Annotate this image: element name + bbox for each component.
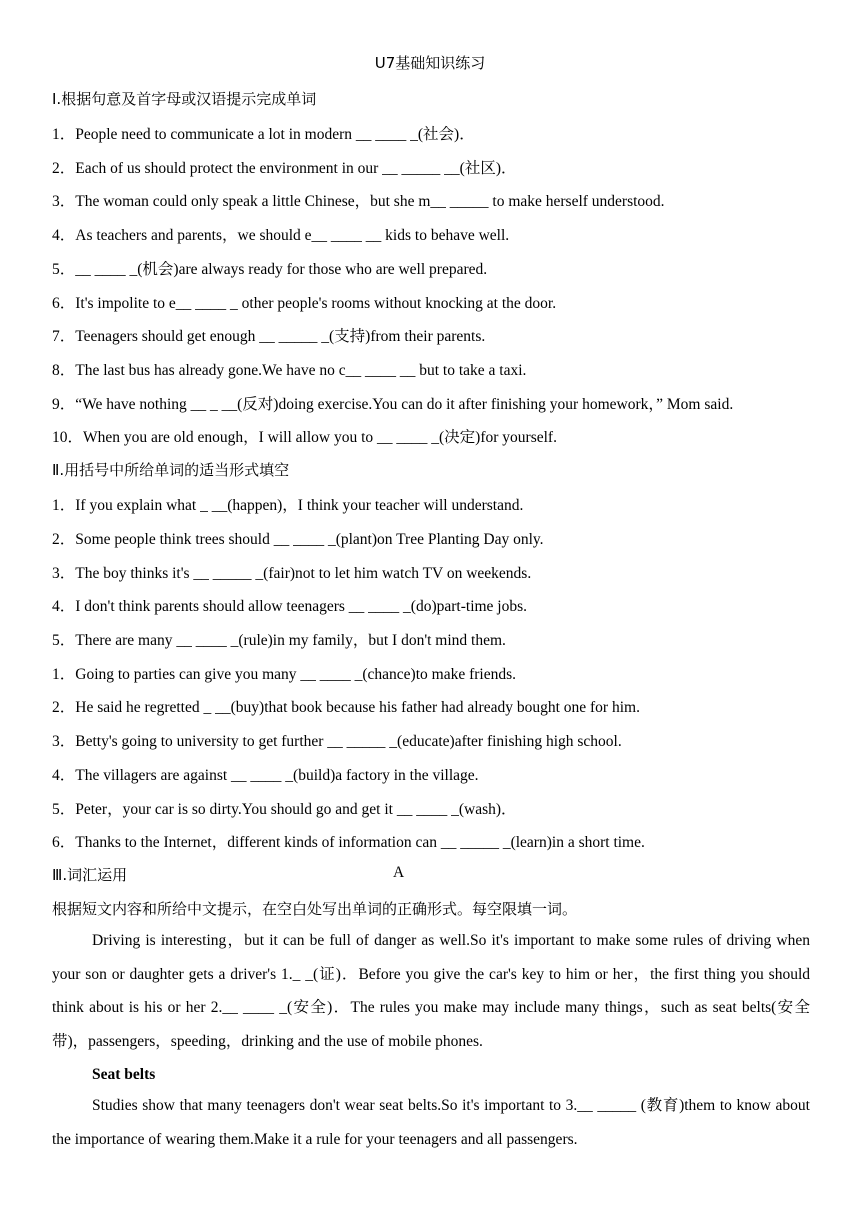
- section-2-heading: Ⅱ.用括号中所给单词的适当形式填空: [52, 461, 290, 479]
- section-2-item: 2．Some people think trees should __ ____ _(plant)on Tree Planting Day only.: [52, 531, 544, 548]
- section-3-heading: Ⅲ.词汇运用: [52, 866, 128, 884]
- section-2-item: 6．Thanks to the Internet，different kinds of information can __ _____ _(learn)in a short time.: [52, 834, 645, 851]
- section-1-item: 2．Each of us should protect the environment in our __ _____ __(社区)．: [52, 160, 517, 177]
- section-3-part-label: A: [393, 864, 405, 881]
- section-2-item: 1．If you explain what _ __(happen)，I think your teacher will understand.: [52, 497, 524, 514]
- section-1-item: 8．The last bus has already gone.We have no c__ ____ __ but to take a taxi.: [52, 362, 527, 379]
- section-1-item: 6．It's impolite to e__ ____ _ other people's rooms without knocking at the door.: [52, 295, 557, 312]
- section-1-item: 3．The woman could only speak a little Chinese，but she m__ _____ to make herself understood.: [52, 193, 665, 210]
- section-2-item: 4．I don't think parents should allow teenagers __ ____ _(do)part-time jobs.: [52, 598, 528, 615]
- section-1-item: 4．As teachers and parents，we should e__ ____ __ kids to behave well.: [52, 227, 510, 244]
- passage-paragraph-1: Driving is interesting，but it can be full of danger as well.So it's important to make some rules of driving when your son or daughter gets a driver's 1._ _(证)．Before you give the car's key to him or her，the first thing you should think about is his or her 2.__ ____ _(安全)．The rules you make may include many things，such as seat belts(安全带)，passengers，speeding，drinking and the use of mobile phones.: [52, 932, 810, 1051]
- section-2-item: 3．Betty's going to university to get further __ _____ _(educate)after finishing high school.: [52, 733, 622, 750]
- section-1-item: 5．__ ____ _(机会)are always ready for those who are well prepared.: [52, 261, 488, 278]
- passage-paragraph-2: Studies show that many teenagers don't wear seat belts.So it's important to 3.__ _____ (教育)them to know about the importance of wearing them.Make it a rule for your teenagers and all passengers.: [52, 1097, 810, 1148]
- section-1-item: 9．“We have nothing __ _ __(反对)doing exercise.You can do it after finishing your homework，” Mom said.: [52, 396, 734, 413]
- section-2-item: 3．The boy thinks it's __ _____ _(fair)not to let him watch TV on weekends.: [52, 565, 532, 582]
- section-1-item: 7．Teenagers should get enough __ _____ _(支持)from their parents.: [52, 328, 486, 345]
- section-2-item: 5．There are many __ ____ _(rule)in my family，but I don't mind them.: [52, 632, 506, 649]
- section-2-item: 5．Peter，your car is so dirty.You should go and get it __ ____ _(wash)．: [52, 801, 517, 818]
- section-1-item: 1．People need to communicate a lot in modern __ ____ _(社会)．: [52, 126, 475, 143]
- section-3-instruction: 根据短文内容和所给中文提示，在空白处写出单词的正确形式。每空限填一词。: [52, 900, 578, 918]
- section-2-item: 1．Going to parties can give you many __ ____ _(chance)to make friends.: [52, 666, 517, 683]
- section-2-item: 4．The villagers are against __ ____ _(build)a factory in the village.: [52, 767, 479, 784]
- passage-subheading: Seat belts: [92, 1066, 156, 1083]
- section-1-item: 10．When you are old enough，I will allow you to __ ____ _(决定)for yourself.: [52, 429, 557, 446]
- section-2-item: 2．He said he regretted _ __(buy)that book because his father had already bought one for him.: [52, 699, 640, 716]
- page-title: U7基础知识练习: [374, 54, 486, 72]
- section-1-heading: Ⅰ.根据句意及首字母或汉语提示完成单词: [52, 90, 317, 108]
